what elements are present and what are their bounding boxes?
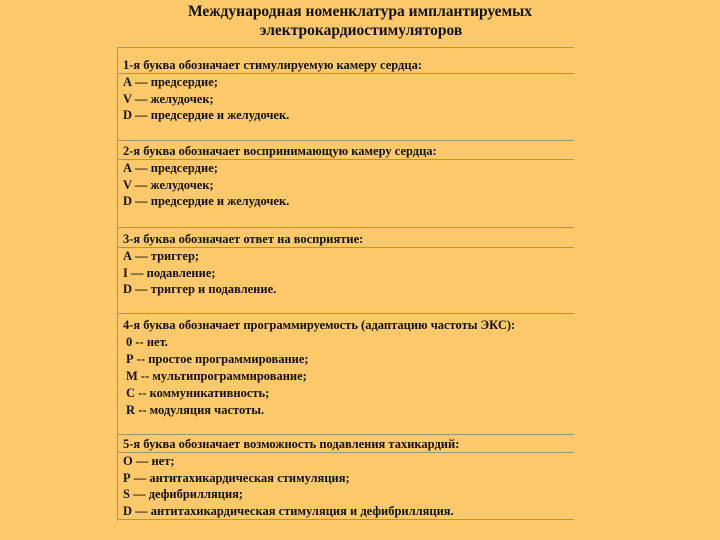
list-item: А — предсердие; xyxy=(123,161,218,175)
list-item: А — предсердие; xyxy=(123,75,218,89)
slide-title xyxy=(0,2,720,40)
list-item: V — желудочек; xyxy=(123,91,214,106)
list-item: D — антитахикардическая стимуляция и дефибрилляция. xyxy=(123,503,454,518)
list-item: Р -- простое программирование; xyxy=(126,352,309,366)
list-item: С -- коммуникативность; xyxy=(126,386,270,400)
list-item: D — триггер и подавление. xyxy=(123,282,277,296)
section-letter-5 xyxy=(118,436,574,519)
list-item: I — подавление; xyxy=(123,265,216,280)
section-heading: 5-я буква обозначает возможность подавления тахикардий: xyxy=(118,436,574,453)
table-top-border xyxy=(118,47,574,48)
list-item: М -- мультипрограммирование; xyxy=(126,369,307,383)
section-divider xyxy=(118,140,574,141)
list-item: О — нет; xyxy=(123,454,175,468)
title-line-1: Международная номенклатура имплантируемых xyxy=(188,3,532,20)
section-heading: 2-я буква обозначает воспринимающую камеру сердца: xyxy=(118,143,574,160)
section-divider xyxy=(118,227,574,228)
section-items xyxy=(118,248,574,298)
section-items xyxy=(118,160,574,210)
section-letter-3 xyxy=(118,231,574,298)
list-item: S — дефибрилляция; xyxy=(123,487,244,501)
nomenclature-table xyxy=(117,47,574,521)
section-heading: 3-я буква обозначает ответ на восприятие: xyxy=(118,231,574,248)
list-item: R -- модуляция частоты. xyxy=(126,403,265,417)
list-item: V — желудочек; xyxy=(123,177,214,192)
section-letter-1 xyxy=(118,57,574,124)
list-item: D — предсердие и желудочек. xyxy=(123,194,290,208)
list-item: Р — антитахикардическая стимуляция; xyxy=(123,470,350,485)
section-letter-2 xyxy=(118,143,574,210)
table-bottom-border xyxy=(118,519,574,520)
section-items xyxy=(118,453,574,519)
list-item: 0 -- нет. xyxy=(126,335,168,349)
list-item: D — предсердие и желудочек. xyxy=(123,108,290,122)
section-letter-4 xyxy=(118,317,574,419)
section-items xyxy=(118,334,574,419)
list-item: А — триггер; xyxy=(123,249,200,263)
section-divider xyxy=(118,434,574,435)
title-line-2: электрокардиостимуляторов xyxy=(259,22,463,39)
section-items xyxy=(118,74,574,124)
section-heading: 4-я буква обозначает программируемость (адаптацию частоты ЭКС): xyxy=(123,318,516,332)
section-divider xyxy=(118,313,574,314)
section-heading: 1-я буква обозначает стимулируемую камеру сердца: xyxy=(118,57,574,74)
